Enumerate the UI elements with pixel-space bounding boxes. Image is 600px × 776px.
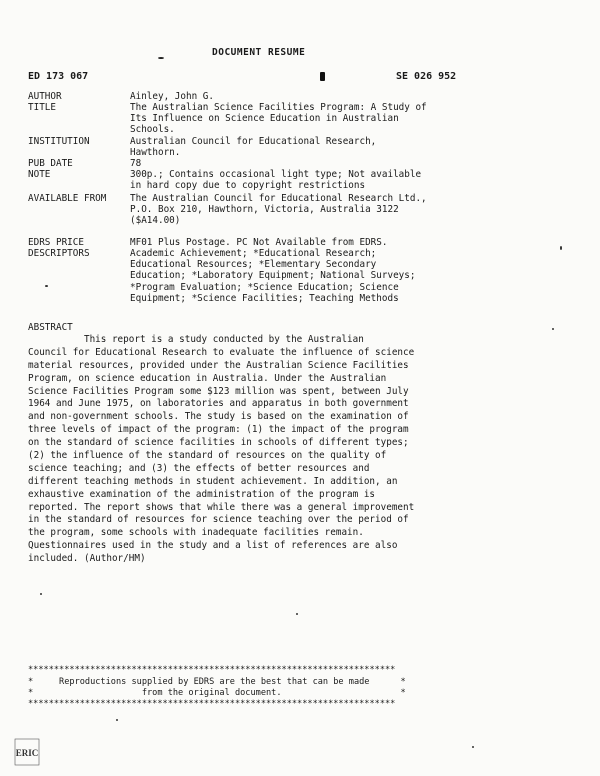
field-value-line: Educational Resources; *Elementary Secondary [130, 259, 377, 271]
abstract-label: ABSTRACT [28, 322, 73, 333]
document-title: DOCUMENT RESUME [212, 47, 306, 58]
field-label: PUB DATE [28, 158, 73, 169]
field-label: INSTITUTION [28, 136, 90, 147]
field-value-line: P.O. Box 210, Hawthorn, Victoria, Australia 3122 [130, 204, 399, 216]
field-value [130, 248, 530, 304]
field-label: EDRS PRICE [28, 237, 84, 248]
abstract-line: and non-government schools. The study is based on the examination of [28, 411, 409, 423]
field-value-line: Ainley, John G. [130, 91, 214, 102]
field-value [130, 237, 530, 248]
abstract-line: different teaching methods in student achievement. In addition, an [28, 475, 398, 487]
scan-speck [116, 719, 118, 721]
field-label: AVAILABLE FROM [28, 193, 107, 204]
field-value-line: The Australian Science Facilities Program: A Study of [130, 102, 427, 113]
scan-speck [158, 57, 164, 59]
abstract-line: material resources, provided under the Australian Science Facilities [28, 359, 409, 371]
eric-logo [14, 738, 40, 766]
abstract-line: This report is a study conducted by the Australian [28, 334, 364, 345]
abstract-line: Program, on science education in Australia. Under the Australian [28, 372, 387, 384]
field-label: TITLE [28, 102, 56, 113]
field-label: NOTE [28, 169, 51, 180]
field-value-line: The Australian Council for Educational Research Ltd., [130, 193, 427, 204]
field-value-line: Education; *Laboratory Equipment; National Surveys; [130, 270, 416, 282]
abstract-line: Council for Educational Research to evaluate the influence of science [28, 346, 415, 358]
field-value [130, 102, 530, 136]
abstract-text [28, 334, 528, 566]
scan-speck [40, 593, 42, 595]
se-number: SE 026 952 [396, 71, 457, 82]
field-value [130, 169, 530, 191]
abstract-line: exhaustive examination of the administration of the program is [28, 488, 376, 500]
scan-speck [560, 246, 562, 250]
scan-speck [320, 72, 325, 81]
scan-speck [296, 613, 298, 615]
abstract-line: reported. The report shows that while there was a general improvement [28, 501, 415, 513]
abstract-line: Questionnaires used in the study and a list of references are also [28, 540, 398, 552]
field-value-line: 78 [130, 158, 142, 169]
field-value-line: Its Influence on Science Education in Australian [130, 113, 399, 125]
field-value [130, 91, 530, 102]
abstract-line: on the standard of science facilities in schools of different types; [28, 437, 409, 449]
field-label: AUTHOR [28, 91, 62, 102]
field-value-line: Australian Council for Educational Research, [130, 136, 377, 147]
field-value-line: ($A14.00) [130, 215, 181, 227]
eric-logo-text: ERIC [15, 748, 39, 758]
abstract-line: science teaching; and (3) the effects of better resources and [28, 462, 370, 474]
field-label: DESCRIPTORS [28, 248, 90, 259]
field-value [130, 158, 530, 169]
abstract-line: the program, some schools with inadequate facilities remain. [28, 527, 364, 539]
scan-speck [45, 285, 48, 287]
footer-stars-top: *********************************************************************** [28, 665, 396, 675]
footer-line-1: * Reproductions supplied by EDRS are the best that can be made * [28, 677, 406, 687]
abstract-line: 1964 and June 1975, on laboratories and apparatus in both government [28, 398, 409, 410]
field-value-line: in hard copy due to copyright restrictions [130, 180, 366, 192]
abstract-line: Science Facilities Program some $123 million was spent, between July [28, 385, 409, 397]
field-value-line: 300p.; Contains occasional light type; Not available [130, 169, 422, 180]
field-value [130, 136, 530, 158]
abstract-line: included. (Author/HM) [28, 553, 146, 565]
abstract-line: (2) the influence of the standard of resources on the quality of [28, 450, 387, 462]
field-value-line: Hawthorn. [130, 147, 181, 159]
field-value-line: *Program Evaluation; *Science Education; Science [130, 281, 399, 293]
scan-speck [472, 746, 474, 748]
footer-stars-bottom: *********************************************************************** [28, 699, 396, 709]
abstract-line: three levels of impact of the program: (1) the impact of the program [28, 424, 409, 436]
field-value-line: Academic Achievement; *Educational Research; [130, 248, 377, 259]
ed-number: ED 173 067 [28, 71, 89, 82]
footer-line-2: * from the original document. * [28, 688, 406, 698]
field-value-line: Equipment; *Science Facilities; Teaching Methods [130, 292, 399, 304]
field-value-line: Schools. [130, 124, 175, 136]
field-value-line: MF01 Plus Postage. PC Not Available from EDRS. [130, 237, 388, 248]
abstract-line: in the standard of resources for science teaching over the period of [28, 514, 409, 526]
field-value [130, 193, 530, 227]
scan-speck [552, 328, 554, 330]
